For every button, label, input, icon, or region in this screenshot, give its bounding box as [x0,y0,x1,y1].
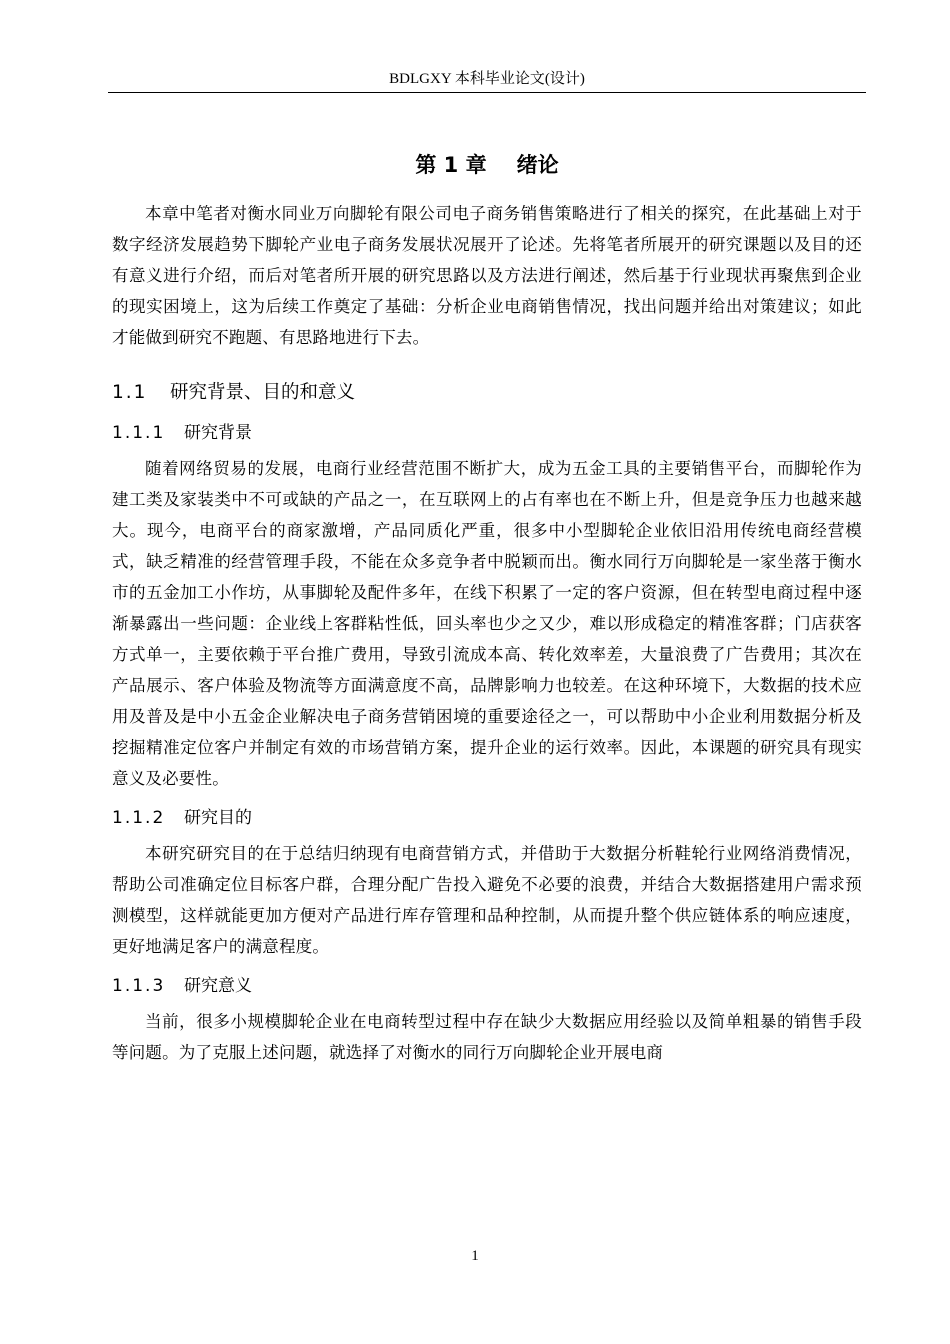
header-rule [108,92,866,93]
subsection-heading-1-1-3 [112,970,862,1002]
chapter-name: 绪论 [516,153,559,177]
chapter-number: 第 1 章 [415,153,487,177]
background-paragraph: 随着网络贸易的发展，电商行业经营范围不断扩大，成为五金工具的主要销售平台，而脚轮作为建工类及家装类中不可或缺的产品之一，在互联网上的占有率也在不断上升，但是竞争压力也越来越大。现今，电商平台的商家激增，产品同质化严重，很多中小型脚轮企业依旧沿用传统电商经营模式，缺乏精准的经营管理手段，不能在众多竞争者中脱颖而出。衡水同行万向脚轮是一家坐落于衡水市的五金加工小作坊，从事脚轮及配件多年，在线下积累了一定的客户资源，但在转型电商过程中逐渐暴露出一些问题：企业线上客群粘性低，回头率也少之又少，难以形成稳定的精准客群；门店获客方式单一，主要依赖于平台推广费用，导致引流成本高、转化效率差，大量浪费了广告费用；其次在产品展示、客户体验及物流等方面满意度不高，品牌影响力也较差。在这种环境下，大数据的技术应用及普及是中小五金企业解决电子商务营销困境的重要途径之一，可以帮助中小企业利用数据分析及挖掘精准定位客户并制定有效的市场营销方案，提升企业的运行效率。因此，本课题的研究具有现实意义及必要性。 [112,459,862,788]
subsection-number: 1.1.1 [112,423,166,443]
section-heading-1-1 [112,377,862,409]
purpose-paragraph: 本研究研究目的在于总结归纳现有电商营销方式，并借助于大数据分析鞋轮行业网络消费情况，帮助公司准确定位目标客户群，合理分配广告投入避免不必要的浪费，并结合大数据搭建用户需求预测模型，这样就能更加方便对产品进行库存管理和品种控制，从而提升整个供应链体系的响应速度，更好地满足客户的满意程度。 [112,844,862,956]
subsection-number: 1.1.2 [112,808,166,828]
section-number: 1.1 [112,382,148,403]
subsection-title: 研究背景 [184,423,252,443]
running-header: BDLGXY 本科毕业论文(设计) [389,71,585,87]
chapter-title [112,148,862,182]
page-number: 1 [471,1248,479,1264]
subsection-number: 1.1.3 [112,976,166,996]
subsection-title: 研究意义 [184,976,252,996]
subsection-title: 研究目的 [184,808,252,828]
intro-paragraph: 本章中笔者对衡水同业万向脚轮有限公司电子商务销售策略进行了相关的探究，在此基础上对于数字经济发展趋势下脚轮产业电子商务发展状况展开了论述。先将笔者所展开的研究课题以及目的还有意义进行介绍，而后对笔者所开展的研究思路以及方法进行阐述，然后基于行业现状再聚焦到企业的现实困境上，这为后续工作奠定了基础：分析企业电商销售情况，找出问题并给出对策建议；如此才能做到研究不跑题、有思路地进行下去。 [112,204,862,347]
subsection-heading-1-1-1 [112,417,862,449]
significance-paragraph: 当前，很多小规模脚轮企业在电商转型过程中存在缺少大数据应用经验以及简单粗暴的销售手段等问题。为了克服上述问题，就选择了对衡水的同行万向脚轮企业开展电商 [112,1012,862,1062]
subsection-heading-1-1-2 [112,802,862,834]
section-title: 研究背景、目的和意义 [170,382,356,403]
page-content [112,140,862,1068]
